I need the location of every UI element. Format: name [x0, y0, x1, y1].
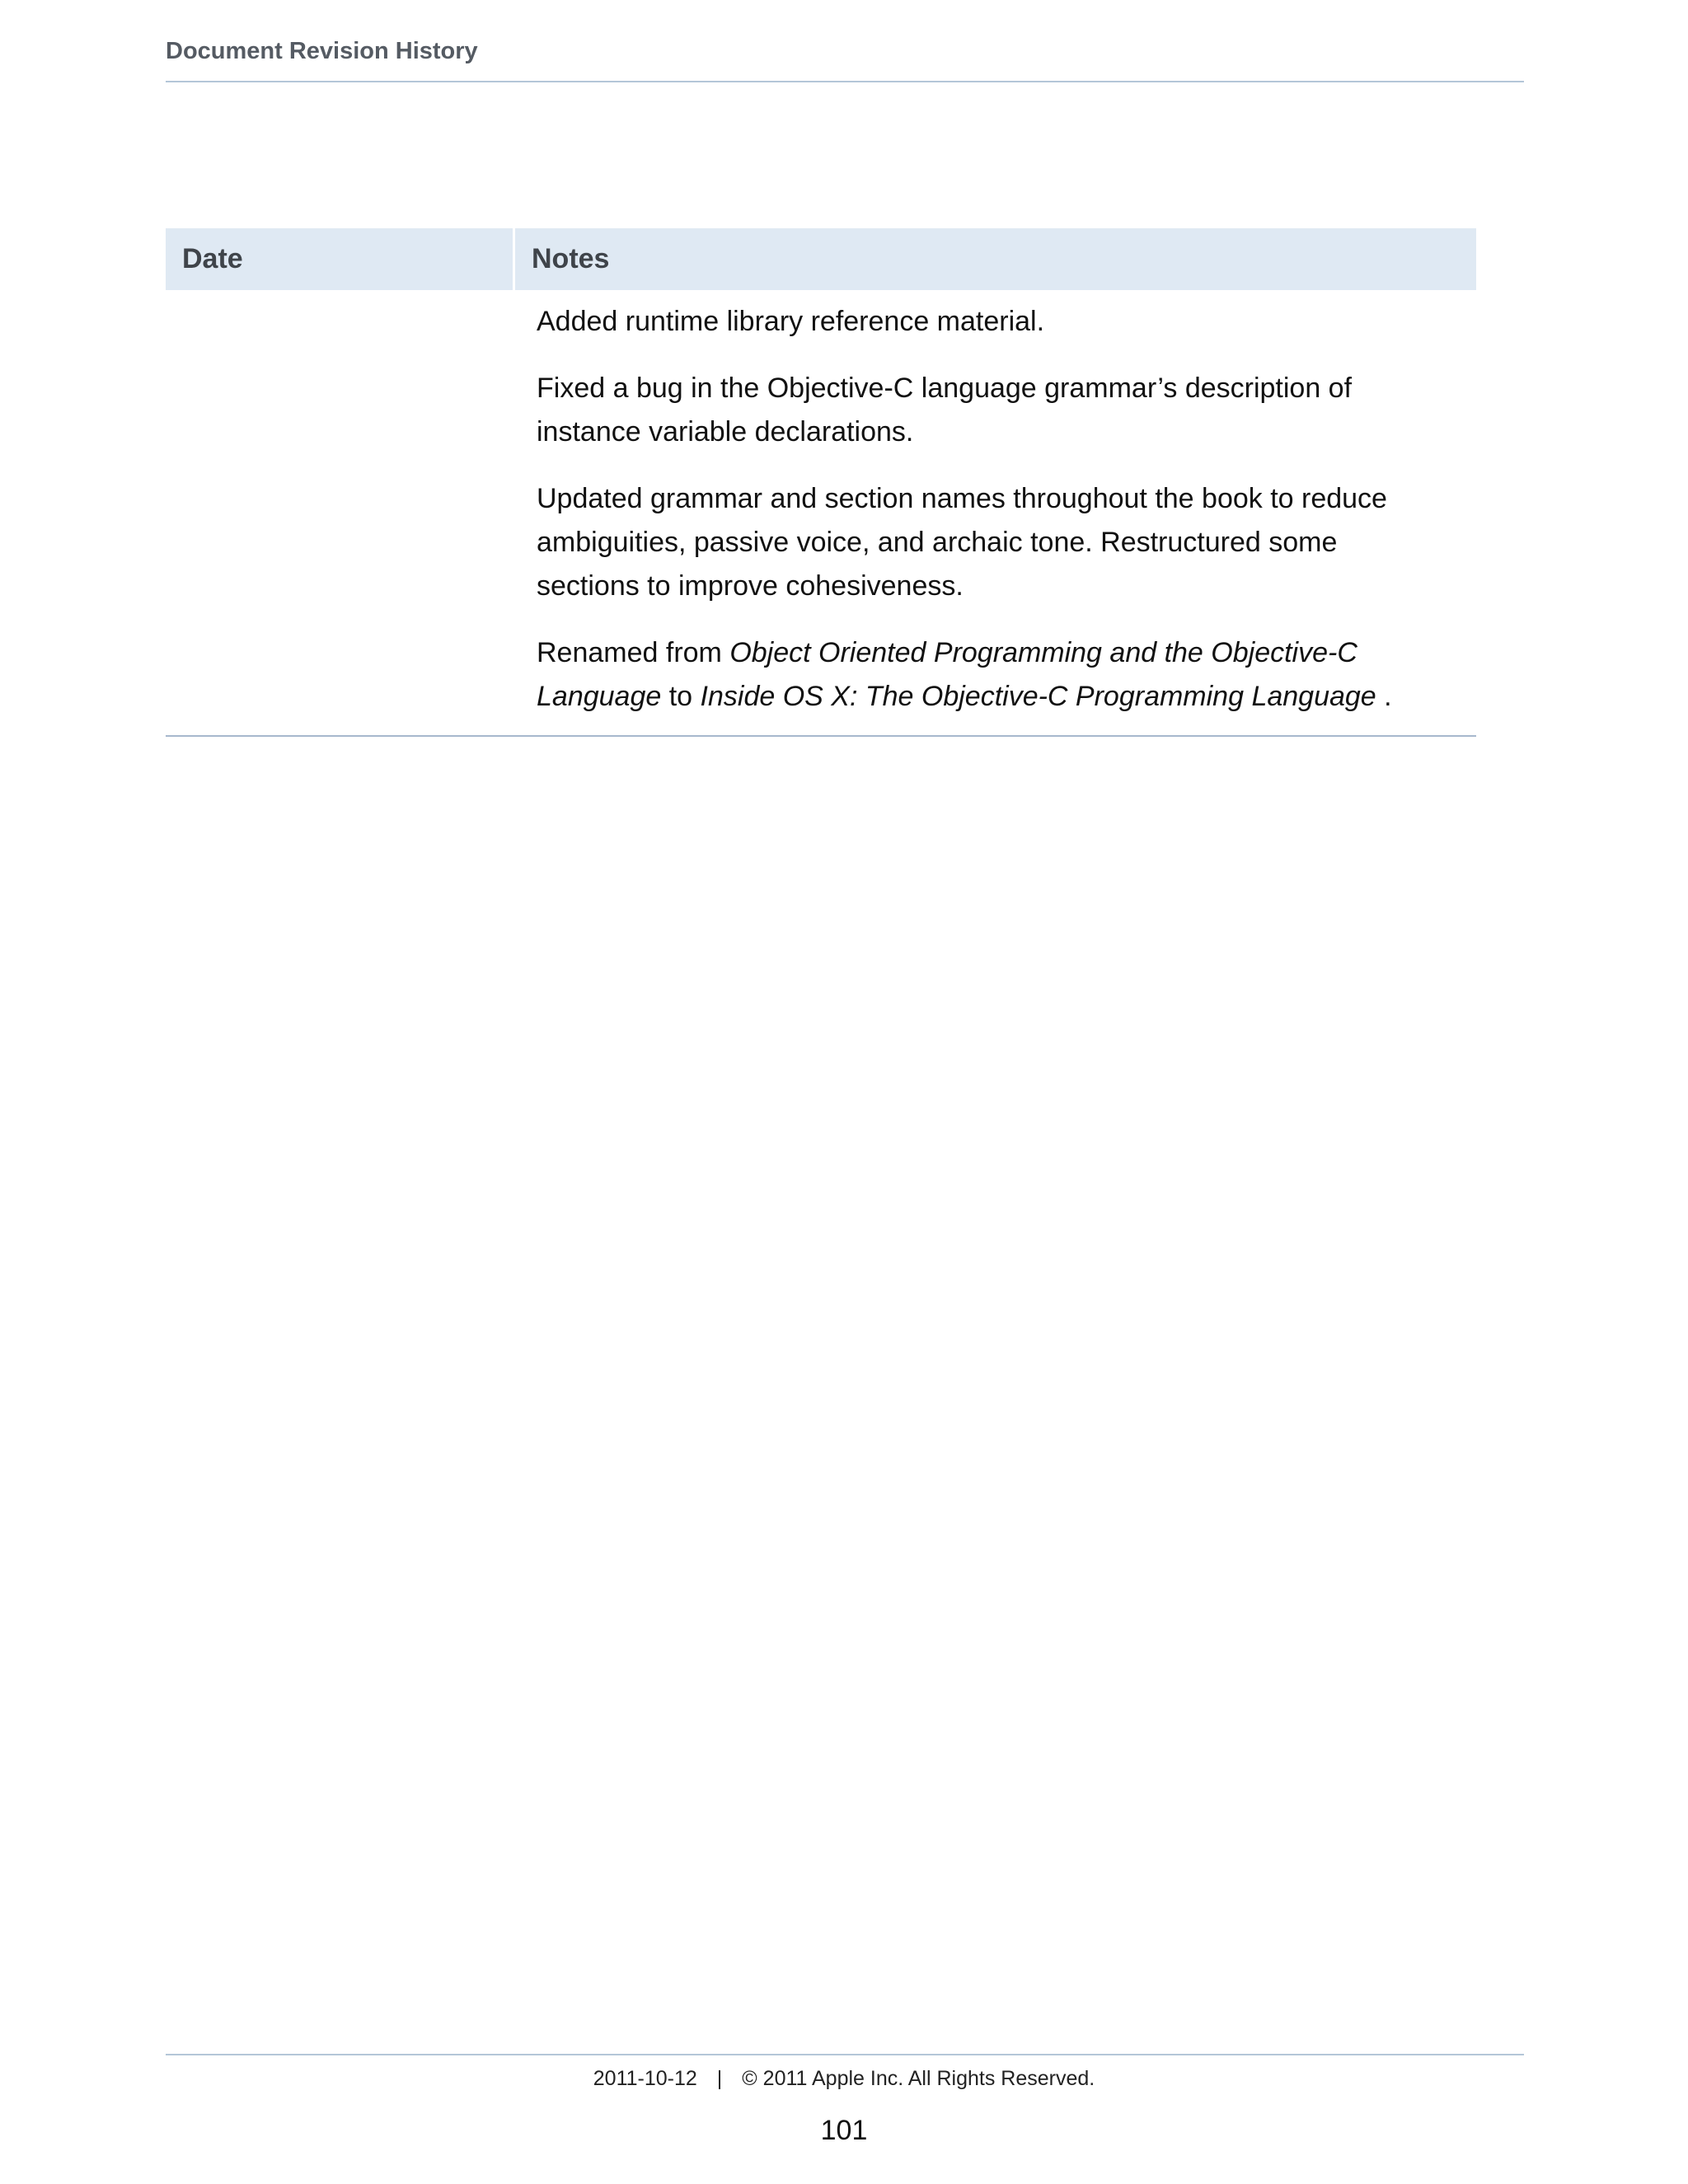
- footer-divider: [166, 2054, 1524, 2055]
- revision-history-table: [166, 228, 1476, 737]
- note-text: .: [1376, 681, 1392, 712]
- footer-separator: |: [716, 2067, 723, 2090]
- column-header-date: Date: [166, 228, 515, 290]
- page-header-title: Document Revision History: [166, 38, 478, 64]
- note-text: Fixed a bug in the Objective-C language grammar’s description of instance variable declarations.: [537, 373, 1353, 448]
- notes-cell: [515, 290, 1476, 735]
- page-number: 101: [820, 2115, 868, 2146]
- footer-date: 2011-10-12: [593, 2067, 697, 2090]
- table-row: [166, 290, 1476, 737]
- date-cell: [166, 290, 515, 735]
- table-header-row: [166, 228, 1476, 290]
- note-text: to: [661, 681, 701, 712]
- revision-note: [537, 300, 1443, 344]
- header-divider: [166, 81, 1524, 82]
- revision-note: [537, 631, 1443, 719]
- note-text: Renamed from: [537, 637, 730, 668]
- footer-copyright: © 2011 Apple Inc. All Rights Reserved.: [742, 2067, 1095, 2090]
- book-title-text: Inside OS X: The Objective-C Programming Language: [700, 681, 1376, 712]
- column-header-notes: Notes: [532, 243, 610, 274]
- note-text: Added runtime library reference material.: [537, 306, 1045, 337]
- revision-note: [537, 477, 1443, 608]
- book-title-text: Object Oriented Programming and the Objective-C Language: [537, 637, 1357, 712]
- revision-note: [537, 367, 1443, 454]
- footer-line: [0, 2067, 1688, 2091]
- note-text: Updated grammar and section names throughout the book to reduce ambiguities, passive voice, and archaic tone. Restructured some sections to improve cohesiveness.: [537, 483, 1387, 602]
